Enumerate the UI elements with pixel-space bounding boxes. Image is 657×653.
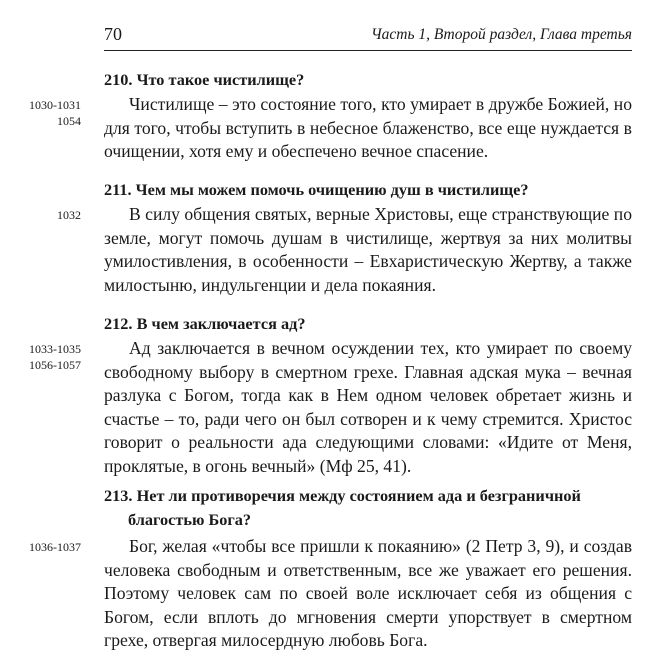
question-heading (104, 178, 632, 202)
answer-text: Бог, желая «чтобы все пришли к покаянию» (2 Петр 3, 9), и создав человека свободным и ответственным, все же уважает его решения. Поэтому человек сам по своей воле исключает себя из общения с Богом, если вплоть до мгновения смерти упорствует в смертном грехе, отвергая милосердную любовь Бога. (104, 536, 632, 651)
ref-line: 1030-1031 (29, 98, 81, 112)
ref-line: 1054 (57, 114, 81, 128)
question-text: В чем заключается ад? (136, 314, 306, 333)
question-heading (104, 484, 656, 532)
catechism-reference (29, 341, 81, 373)
catechism-reference (29, 539, 81, 555)
question-text: Чем мы можем помочь очищению душ в чистилище? (135, 180, 529, 199)
ref-line: 1033-1035 (29, 342, 81, 356)
question-text: Что такое чистилище? (136, 70, 305, 89)
question-number: 210. (104, 70, 133, 89)
question-heading (104, 68, 632, 92)
answer-text: Ад заключается в вечном осуждении тех, кто умирает по своему свободному выбору в смертном грехе. Главная адская мука – вечная разлука с Богом, тогда как в Нем одном человек обретает жизнь и счастье – то, ради чего он был сотворен и к чему стремится. Христос говорит о реальности ада следующими словами: «Идите от Меня, проклятые, в огонь вечный» (Мф 25, 41). (104, 338, 632, 476)
question-heading (104, 312, 632, 336)
page-header (104, 24, 632, 51)
catechism-reference (29, 97, 81, 129)
question-number: 212. (104, 314, 133, 333)
page-number: 70 (104, 24, 122, 44)
ref-line: 1036-1037 (29, 540, 81, 554)
question-text: Нет ли противоречия между состоянием ада и безграничной благостью Бога? (128, 486, 581, 529)
question-number: 213. (104, 486, 133, 505)
question-number: 211. (104, 180, 132, 199)
answer-text: В силу общения святых, верные Христовы, еще странствующие по земле, могут помочь душам в чистилище, жертвуя за них молитвы умилостивления, в особенности – Евхаристическую Жертву, а также милостыню, индульгенции и дела покаяния. (104, 204, 632, 295)
answer-text: Чистилище – это состояние того, кто умирает в дружбе Божией, но для того, чтобы вступить в небесное блаженство, все еще нуждается в очищении, хотя ему и обеспечено вечное спасение. (104, 94, 632, 162)
ref-line: 1032 (57, 208, 81, 222)
running-head: Часть 1, Второй раздел, Глава третья (370, 26, 632, 43)
catechism-reference (57, 207, 81, 223)
ref-line: 1056-1057 (29, 358, 81, 372)
